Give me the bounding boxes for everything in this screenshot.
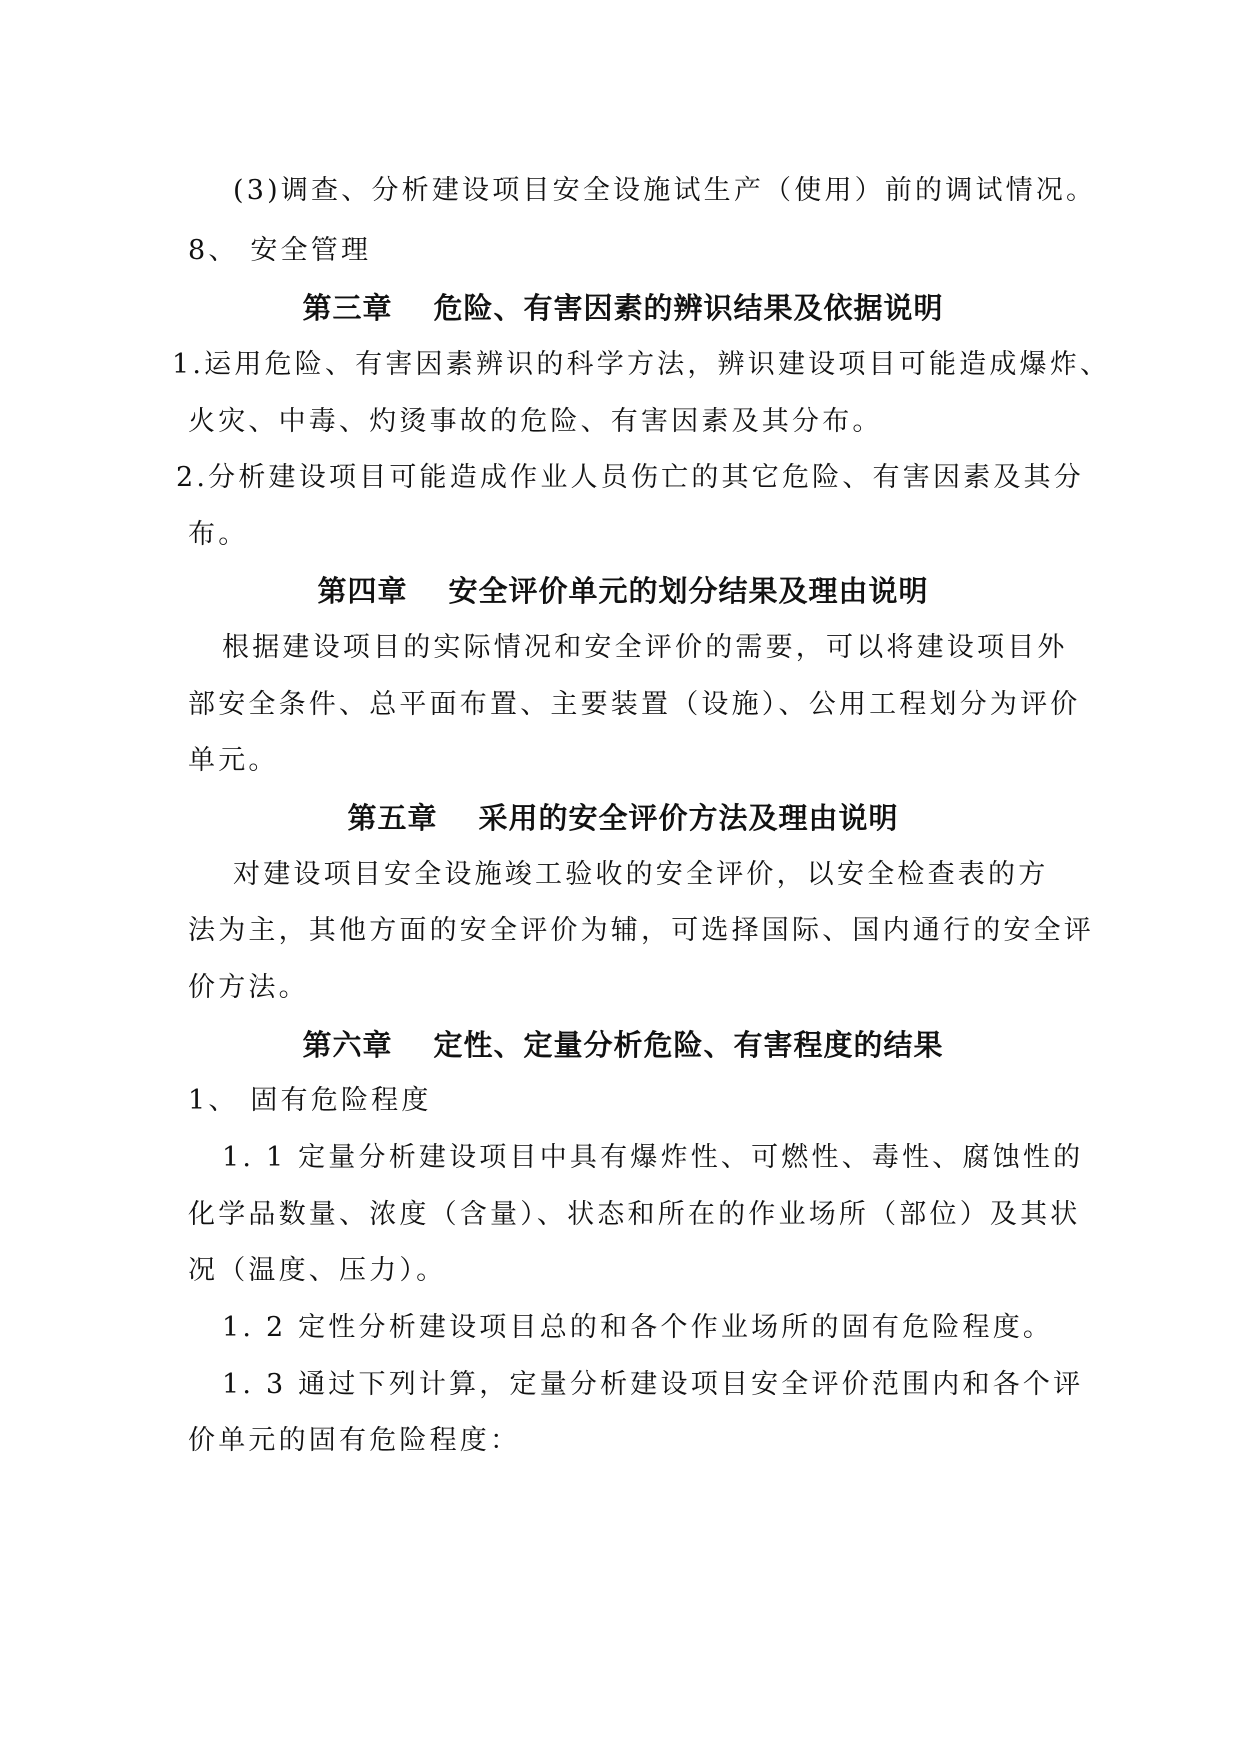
paragraph-line: 法为主，其他方面的安全评价为辅，可选择国际、国内通行的安全评 [188, 915, 1094, 946]
paragraph-line: 对建设项目安全设施竣工验收的安全评价，以安全检查表的方 [233, 859, 1049, 890]
paragraph-line: 单元。 [188, 745, 279, 776]
paragraph-line: 1. 1 定量分析建设项目中具有爆炸性、可燃性、毒性、腐蚀性的 [222, 1142, 1084, 1173]
paragraph-line: 价方法。 [188, 972, 309, 1003]
paragraph-line: 价单元的固有危险程度： [188, 1425, 521, 1456]
paragraph-line: 布。 [188, 519, 249, 550]
chapter-6-title: 第六章 定性、定量分析危险、有害程度的结果 [302, 1028, 944, 1062]
paragraph-line: 部安全条件、总平面布置、主要装置（设施）、公用工程划分为评价 [188, 689, 1081, 720]
paragraph-line: 根据建设项目的实际情况和安全评价的需要，可以将建设项目外 [222, 632, 1068, 663]
paragraph-line: 2.分析建设项目可能造成作业人员伤亡的其它危险、有害因素及其分 [176, 462, 1084, 493]
paragraph-line: 火灾、中毒、灼烫事故的危险、有害因素及其分布。 [188, 406, 883, 437]
section-heading-safety-management: 8、 安全管理 [188, 235, 372, 266]
chapter-4-title: 第四章 安全评价单元的划分结果及理由说明 [317, 574, 929, 608]
paragraph-line: 1. 2 定性分析建设项目总的和各个作业场所的固有危险程度。 [222, 1312, 1054, 1343]
subsection-heading: 1、 固有危险程度 [188, 1085, 432, 1116]
paragraph-line: 化学品数量、浓度（含量）、状态和所在的作业场所（部位）及其状 [188, 1199, 1081, 1230]
chapter-3-title: 第三章 危险、有害因素的辨识结果及依据说明 [302, 291, 944, 325]
paragraph-line: (3)调查、分析建设项目安全设施试生产（使用）前的调试情况。 [233, 175, 1097, 206]
paragraph-line: 1. 3 通过下列计算，定量分析建设项目安全评价范围内和各个评 [222, 1369, 1084, 1400]
paragraph-line: 况（温度、压力）。 [188, 1255, 447, 1286]
paragraph-line: 1.运用危险、有害因素辨识的科学方法，辨识建设项目可能造成爆炸、 [172, 349, 1111, 380]
chapter-5-title: 第五章 采用的安全评价方法及理由说明 [347, 801, 899, 835]
